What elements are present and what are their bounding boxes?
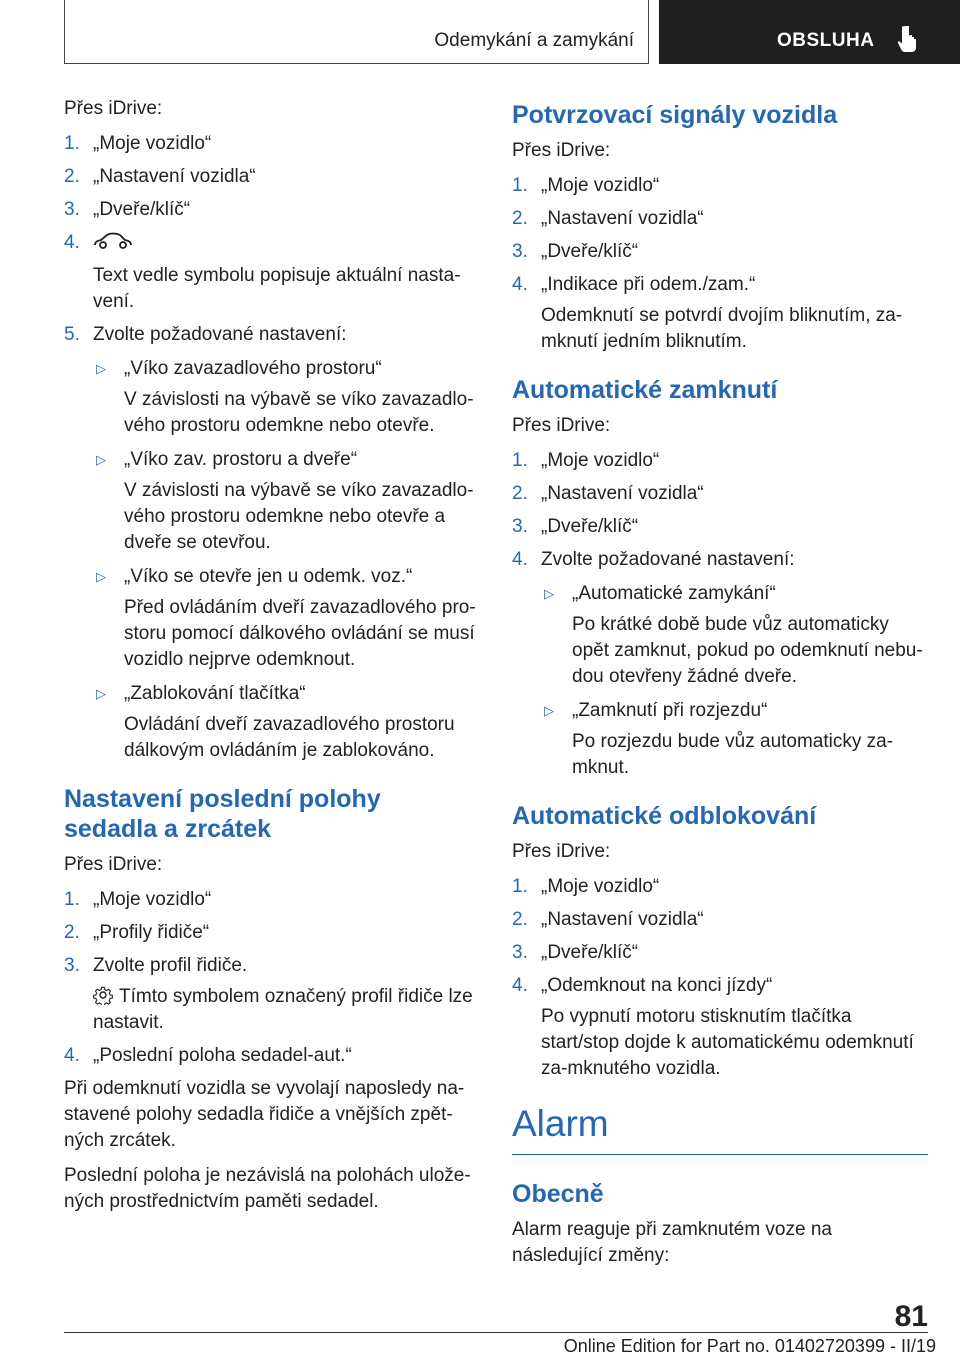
- section-heading: Potvrzovací signály vozidla: [512, 101, 838, 129]
- option-label: „Víko zavazadlového prostoru“: [124, 358, 382, 379]
- intro-text: Přes iDrive:: [512, 841, 611, 862]
- step-text: Zvolte požadované nastavení:: [93, 324, 347, 345]
- list-item: [512, 239, 928, 265]
- step-note: Tímto symbolem označený profil řidiče lze nastavit.: [93, 986, 473, 1033]
- arrow-icon: ▷: [96, 686, 106, 701]
- header-section-tab: [659, 0, 960, 64]
- step-text: „Odemknout na konci jízdy“: [541, 975, 773, 996]
- step-text: „Nastavení vozidla“: [541, 483, 704, 504]
- step-text: „Profily řidiče“: [93, 922, 210, 943]
- hand-pointer-icon: [897, 24, 921, 54]
- step-text: „Nastavení vozidla“: [93, 166, 256, 187]
- step-number: 4.: [64, 232, 80, 253]
- step-text: „Indikace při odem./zam.“: [541, 274, 756, 295]
- option-desc: Po krátké době bude vůz automaticky opět zamknut, pokud po odemknutí nebu-dou otevřeny žádné dveře.: [572, 614, 923, 687]
- list-item: [512, 206, 928, 232]
- section-heading: Obecně: [512, 1180, 604, 1208]
- step-note: Po vypnutí motoru stisknutím tlačítka start/stop dojde k automatickému odemknutí za-mknutého vozidla.: [541, 1006, 914, 1079]
- option-label: „Zablokování tlačítka“: [124, 683, 306, 704]
- option-desc: Ovládání dveří zavazadlového prostoru dálkovým ovládáním je zablokováno.: [124, 714, 455, 761]
- list-item: [512, 973, 928, 1082]
- option-desc: V závislosti na výbavě se víko zavazadlo-vého prostoru odemkne nebo otevře.: [124, 389, 474, 436]
- list-item: [64, 131, 480, 157]
- list-item: [512, 173, 928, 199]
- list-item: [64, 197, 480, 223]
- list-item: [512, 547, 928, 781]
- option-item: [93, 564, 480, 673]
- option-desc: Po rozjezdu bude vůz automaticky za-mknut.: [572, 731, 894, 778]
- car-icon: [93, 230, 133, 250]
- list-item: [64, 887, 480, 913]
- list-item: [512, 448, 928, 474]
- page-number: 81: [894, 1300, 928, 1333]
- left-column: [64, 96, 480, 1224]
- step-number: 2.: [512, 483, 528, 504]
- option-item: [541, 581, 928, 690]
- step-number: 3.: [512, 942, 528, 963]
- step-number: 2.: [64, 166, 80, 187]
- option-desc: Před ovládáním dveří zavazadlového pro-storu pomocí dálkového ovládání se musí vozidlo nejprve odemknout.: [124, 597, 476, 670]
- step-number: 1.: [512, 175, 528, 196]
- step-note-with-icon: [93, 984, 480, 1036]
- step-text: Zvolte profil řidiče.: [93, 955, 248, 976]
- step-text: „Moje vozidlo“: [541, 175, 660, 196]
- step-text: Zvolte požadované nastavení:: [541, 549, 795, 570]
- arrow-icon: ▷: [544, 586, 554, 601]
- arrow-icon: ▷: [544, 703, 554, 718]
- step-text: „Dveře/klíč“: [541, 942, 639, 963]
- list-item: [64, 1043, 480, 1069]
- step-number: 4.: [64, 1045, 80, 1066]
- step-number: 1.: [512, 450, 528, 471]
- header-title: Odemykání a zamykání: [434, 30, 634, 51]
- step-number: 4.: [512, 975, 528, 996]
- option-label: „Zamknutí při rozjezdu“: [572, 700, 768, 721]
- header-title-box: [64, 0, 649, 64]
- step-number: 3.: [512, 241, 528, 262]
- list-item: [64, 322, 480, 764]
- list-item: [512, 940, 928, 966]
- step-number: 4.: [512, 549, 528, 570]
- list-item: [64, 920, 480, 946]
- footer-edition: Online Edition for Part no. 01402720399 - II/19: [563, 1336, 936, 1356]
- option-label: „Víko zav. prostoru a dveře“: [124, 449, 358, 470]
- step-number: 2.: [512, 909, 528, 930]
- option-label: „Víko se otevře jen u odemk. voz.“: [124, 566, 413, 587]
- step-number: 5.: [64, 324, 80, 345]
- step-text: „Moje vozidlo“: [541, 876, 660, 897]
- list-item: [512, 481, 928, 507]
- list-item: [512, 874, 928, 900]
- step-text: „Poslední poloha sedadel-aut.“: [93, 1045, 352, 1066]
- step-number: 2.: [512, 208, 528, 229]
- step-text: „Moje vozidlo“: [93, 889, 212, 910]
- section-heading: Automatické zamknutí: [512, 376, 778, 404]
- option-desc: V závislosti na výbavě se víko zavazadlo-vého prostoru odemkne nebo otevře a dveře se otevřou.: [124, 480, 474, 553]
- step-text: „Nastavení vozidla“: [541, 208, 704, 229]
- step-number: 1.: [512, 876, 528, 897]
- step-text: „Moje vozidlo“: [93, 133, 212, 154]
- step-text: „Nastavení vozidla“: [541, 909, 704, 930]
- section-label: OBSLUHA: [777, 30, 875, 51]
- option-item: [93, 447, 480, 556]
- step-text: „Dveře/klíč“: [541, 241, 639, 262]
- paragraph: Při odemknutí vozidla se vyvolají naposledy na-stavené polohy sedadla řidiče a vnějších zpět-ných zrcátek.: [64, 1078, 465, 1151]
- paragraph: Alarm reaguje při zamknutém voze na následující změny:: [512, 1219, 832, 1266]
- list-item: [512, 272, 928, 355]
- step-number: 3.: [64, 955, 80, 976]
- step-text: „Dveře/klíč“: [541, 516, 639, 537]
- arrow-icon: ▷: [96, 452, 106, 467]
- list-item: [512, 907, 928, 933]
- step-number: 3.: [64, 199, 80, 220]
- list-item: [64, 164, 480, 190]
- list-item: [64, 230, 480, 315]
- intro-text: Přes iDrive:: [512, 140, 611, 161]
- step-number: 4.: [512, 274, 528, 295]
- option-item: [93, 356, 480, 439]
- footer-divider: [64, 1332, 928, 1333]
- step-note: Odemknutí se potvrdí dvojím bliknutím, za-mknutí jedním bliknutím.: [541, 305, 903, 352]
- gear-icon: [93, 985, 113, 1005]
- list-item: [512, 514, 928, 540]
- step-number: 2.: [64, 922, 80, 943]
- arrow-icon: ▷: [96, 569, 106, 584]
- chapter-heading: Alarm: [512, 1102, 928, 1155]
- step-text: „Dveře/klíč“: [93, 199, 191, 220]
- intro-text: Přes iDrive:: [512, 415, 611, 436]
- step-number: 1.: [64, 889, 80, 910]
- option-label: „Automatické zamykání“: [572, 583, 776, 604]
- intro-text: Přes iDrive:: [64, 854, 163, 875]
- paragraph: Poslední poloha je nezávislá na polohách ulože-ných prostřednictvím paměti sedadel.: [64, 1165, 471, 1212]
- step-note: Text vedle symbolu popisuje aktuální nasta-vení.: [93, 265, 461, 312]
- option-item: [93, 681, 480, 764]
- step-number: 1.: [64, 133, 80, 154]
- arrow-icon: ▷: [96, 361, 106, 376]
- step-text: „Moje vozidlo“: [541, 450, 660, 471]
- right-column: [512, 96, 928, 1278]
- section-heading: Automatické odblokování: [512, 802, 817, 830]
- section-heading: Nastavení poslední polohy sedadla a zrcátek: [64, 785, 381, 843]
- list-item: [64, 953, 480, 1036]
- step-number: 3.: [512, 516, 528, 537]
- intro-text: Přes iDrive:: [64, 98, 163, 119]
- option-item: [541, 698, 928, 781]
